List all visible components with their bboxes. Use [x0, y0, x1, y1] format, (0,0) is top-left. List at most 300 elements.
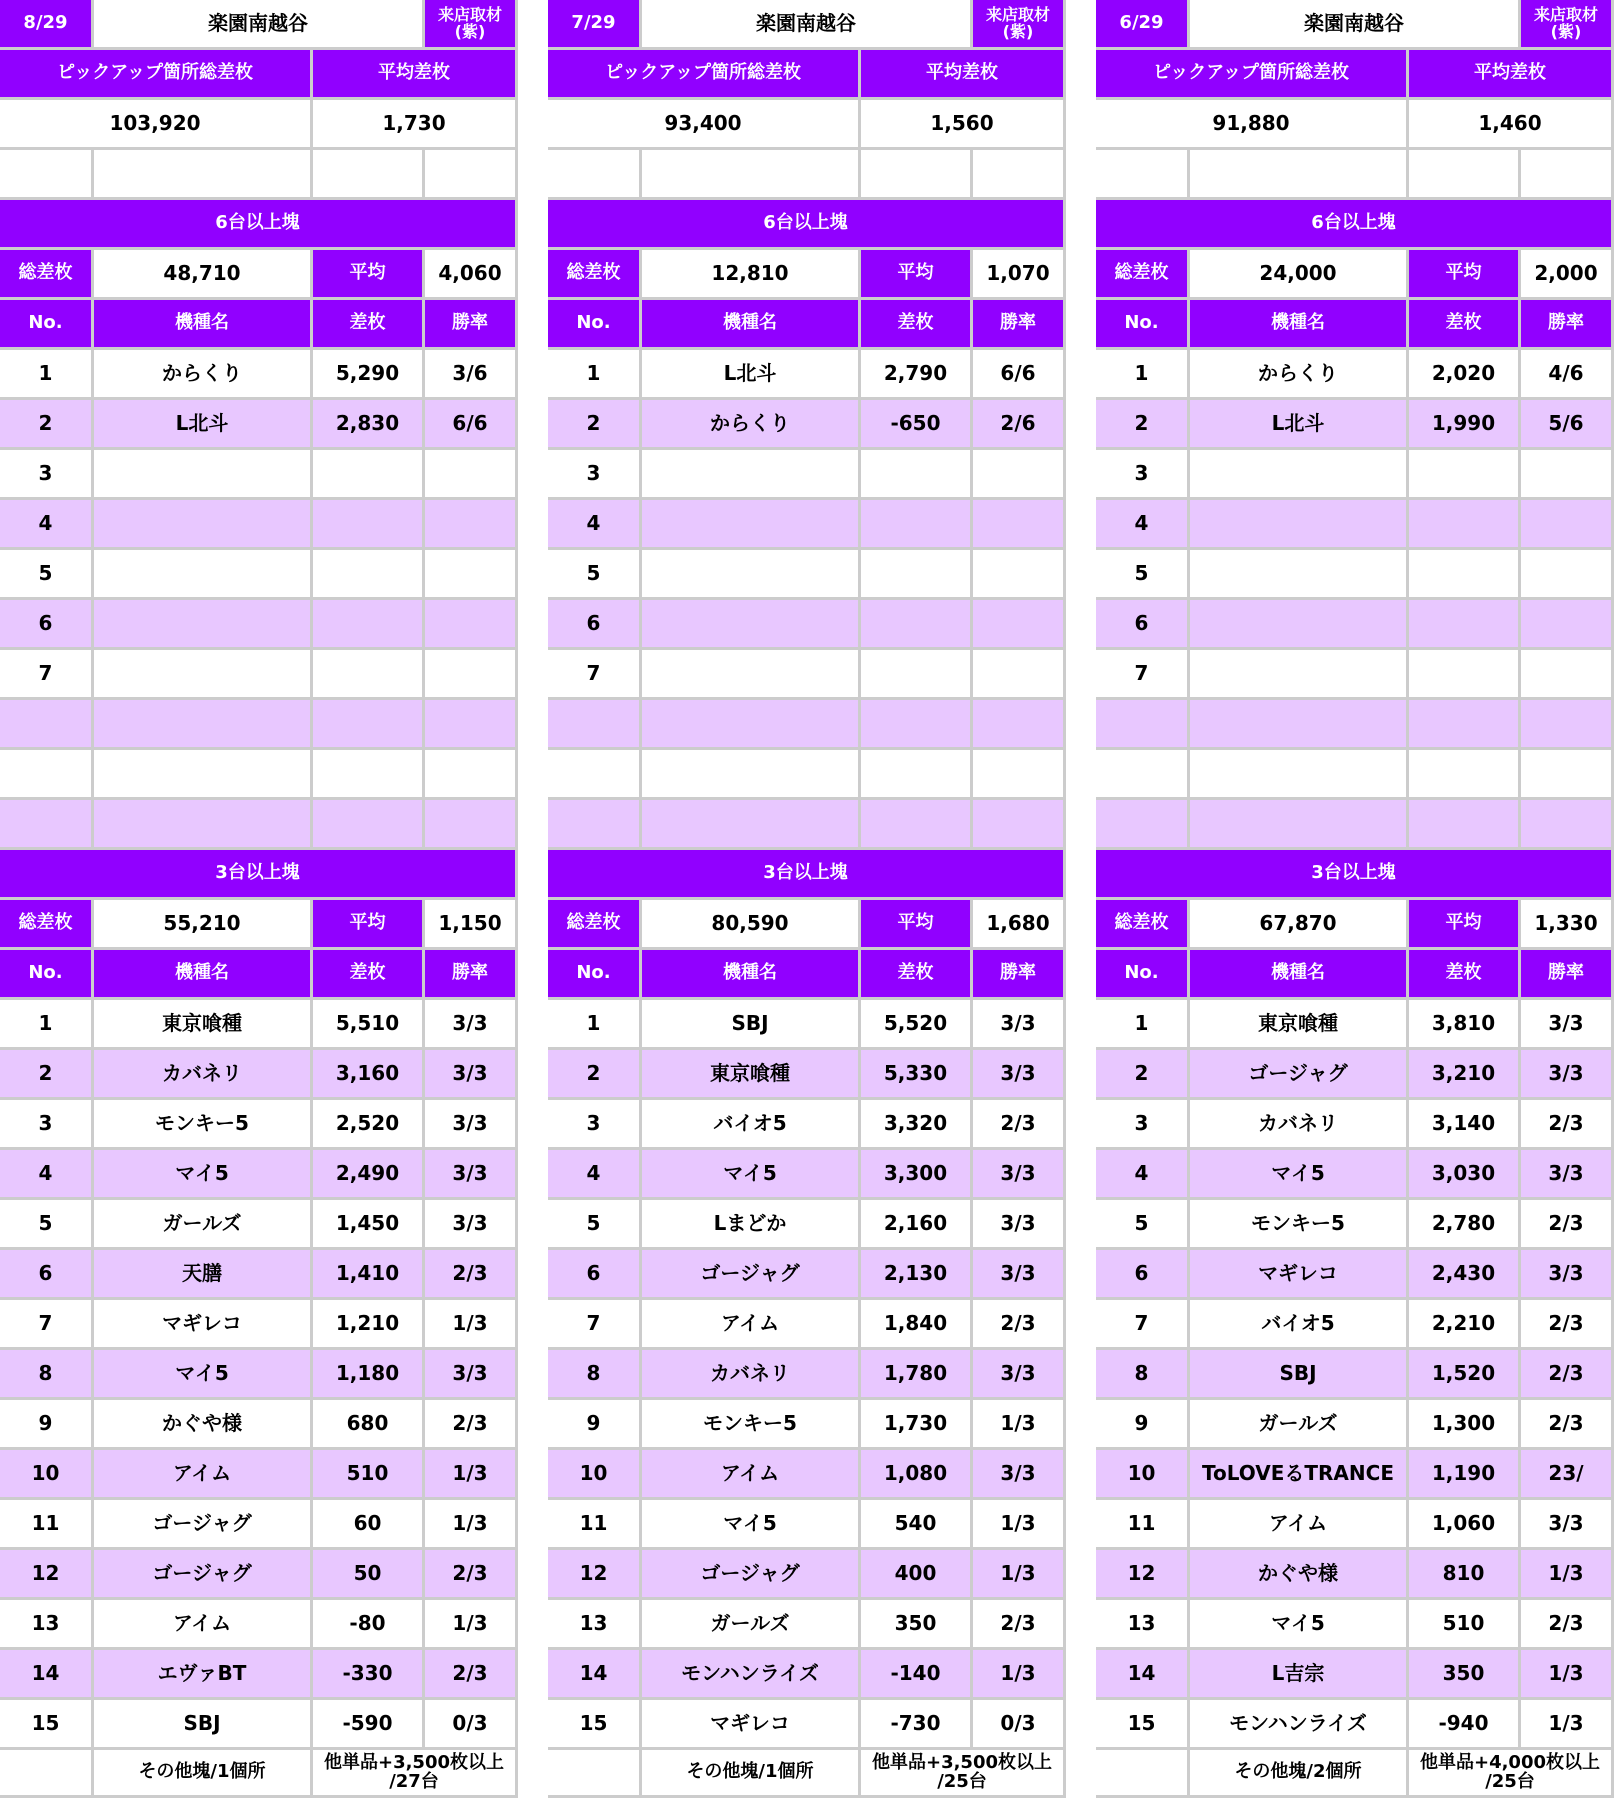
- row-no: 10: [0, 1450, 94, 1500]
- row-machine-name: モンキー5: [642, 1400, 861, 1450]
- row-no: 3: [548, 1100, 642, 1150]
- row-rate: 3/3: [425, 1000, 518, 1050]
- row-diff: -650: [861, 400, 973, 450]
- row-rate: 2/3: [1521, 1100, 1614, 1150]
- row-no: 11: [1096, 1500, 1190, 1550]
- row-no: 2: [0, 400, 94, 450]
- row-no: 14: [1096, 1650, 1190, 1700]
- row-machine-name: マイ5: [94, 1150, 313, 1200]
- row-diff: 1,300: [1409, 1400, 1521, 1450]
- row-diff: 2,430: [1409, 1250, 1521, 1300]
- col-header-machine: 機種名: [1190, 950, 1409, 1000]
- row-rate: [1521, 550, 1614, 600]
- row-rate: 1/3: [1521, 1650, 1614, 1700]
- row-machine-name: ガールズ: [94, 1200, 313, 1250]
- row-diff: 2,130: [861, 1250, 973, 1300]
- row-diff: 3,320: [861, 1100, 973, 1150]
- footer-extra-line1: 他単品+4,000枚以上: [1419, 1751, 1601, 1773]
- row-machine-name: モンキー5: [94, 1100, 313, 1150]
- row-no: 7: [0, 1300, 94, 1350]
- row-no: 5: [1096, 1200, 1190, 1250]
- row-diff: [861, 700, 973, 750]
- blank-cell: [1521, 150, 1614, 200]
- row-no: 3: [0, 450, 94, 500]
- row-no: [548, 750, 642, 800]
- row-no: 6: [548, 1250, 642, 1300]
- row-machine-name: [642, 800, 861, 850]
- total-label: 総差枚: [1096, 250, 1190, 300]
- row-no: 12: [0, 1550, 94, 1600]
- row-machine-name: L北斗: [1190, 400, 1409, 450]
- pickup-total-value: 91,880: [1096, 100, 1409, 150]
- row-rate: [425, 600, 518, 650]
- row-no: 3: [548, 450, 642, 500]
- row-no: 13: [1096, 1600, 1190, 1650]
- row-machine-name: ガールズ: [1190, 1400, 1409, 1450]
- pickup-total-label: ピックアップ箇所総差枚: [1096, 50, 1409, 100]
- blank-cell: [861, 150, 973, 200]
- row-diff: 1,840: [861, 1300, 973, 1350]
- row-machine-name: L吉宗: [1190, 1650, 1409, 1700]
- row-no: 6: [1096, 600, 1190, 650]
- row-machine-name: [642, 650, 861, 700]
- row-no: 6: [1096, 1250, 1190, 1300]
- row-machine-name: ゴージャグ: [94, 1500, 313, 1550]
- pickup-avg-value: 1,460: [1409, 100, 1614, 150]
- footer-extra: [1409, 1750, 1614, 1798]
- row-diff: 3,160: [313, 1050, 425, 1100]
- row-no: 10: [1096, 1450, 1190, 1500]
- source-line1: 来店取材: [1533, 4, 1598, 24]
- row-machine-name: バイオ5: [642, 1100, 861, 1150]
- total-label: 総差枚: [548, 250, 642, 300]
- row-diff: [313, 600, 425, 650]
- footer-other: その他塊/1個所: [642, 1750, 861, 1798]
- row-no: 7: [1096, 1300, 1190, 1350]
- row-no: [1096, 700, 1190, 750]
- group6-title: 6台以上塊: [1096, 200, 1614, 250]
- row-diff: 810: [1409, 1550, 1521, 1600]
- row-machine-name: SBJ: [1190, 1350, 1409, 1400]
- row-machine-name: ゴージャグ: [642, 1250, 861, 1300]
- row-no: 14: [0, 1650, 94, 1700]
- row-rate: 3/3: [425, 1050, 518, 1100]
- row-rate: 2/3: [973, 1600, 1066, 1650]
- row-diff: 2,210: [1409, 1300, 1521, 1350]
- row-machine-name: カバネリ: [1190, 1100, 1409, 1150]
- row-diff: 1,190: [1409, 1450, 1521, 1500]
- row-no: 2: [548, 1050, 642, 1100]
- row-rate: [973, 600, 1066, 650]
- row-machine-name: モンハンライズ: [642, 1650, 861, 1700]
- row-rate: [973, 800, 1066, 850]
- row-rate: [425, 550, 518, 600]
- avg-label: 平均: [1409, 250, 1521, 300]
- row-no: 8: [1096, 1350, 1190, 1400]
- col-header-diff: 差枚: [1409, 950, 1521, 1000]
- row-diff: 1,210: [313, 1300, 425, 1350]
- row-no: 7: [548, 650, 642, 700]
- row-rate: 2/3: [425, 1400, 518, 1450]
- row-machine-name: [1190, 750, 1409, 800]
- row-rate: 3/3: [973, 1150, 1066, 1200]
- row-rate: 1/3: [1521, 1700, 1614, 1750]
- row-no: [1096, 800, 1190, 850]
- pickup-total-value: 103,920: [0, 100, 313, 150]
- row-machine-name: [94, 450, 313, 500]
- panel-gap: [518, 0, 548, 1798]
- row-machine-name: [94, 800, 313, 850]
- row-machine-name: [94, 500, 313, 550]
- row-no: 3: [1096, 1100, 1190, 1150]
- row-diff: [1409, 800, 1521, 850]
- row-rate: [425, 500, 518, 550]
- row-diff: 350: [861, 1600, 973, 1650]
- row-rate: 3/6: [425, 350, 518, 400]
- row-machine-name: [1190, 450, 1409, 500]
- row-rate: 2/3: [425, 1650, 518, 1700]
- pickup-avg-value: 1,560: [861, 100, 1066, 150]
- row-no: 1: [0, 350, 94, 400]
- row-no: [0, 750, 94, 800]
- row-machine-name: [642, 750, 861, 800]
- date-cell: 6/29: [1096, 0, 1190, 50]
- avg-value: 1,680: [973, 900, 1066, 950]
- row-rate: 1/3: [425, 1450, 518, 1500]
- pickup-total-label: ピックアップ箇所総差枚: [548, 50, 861, 100]
- row-machine-name: かぐや様: [1190, 1550, 1409, 1600]
- footer-extra-line2: /27台: [389, 1770, 439, 1792]
- row-rate: 2/3: [1521, 1200, 1614, 1250]
- row-rate: [425, 800, 518, 850]
- store-name: 楽園南越谷: [94, 0, 425, 50]
- avg-value: 1,150: [425, 900, 518, 950]
- row-rate: 2/3: [973, 1300, 1066, 1350]
- row-machine-name: 天膳: [94, 1250, 313, 1300]
- blank-cell: [1190, 150, 1409, 200]
- row-rate: [1521, 800, 1614, 850]
- row-machine-name: マイ5: [94, 1350, 313, 1400]
- row-no: [1096, 750, 1190, 800]
- row-rate: 4/6: [1521, 350, 1614, 400]
- row-diff: [861, 500, 973, 550]
- row-machine-name: [1190, 650, 1409, 700]
- total-label: 総差枚: [0, 900, 94, 950]
- row-no: 11: [0, 1500, 94, 1550]
- row-rate: [1521, 450, 1614, 500]
- row-rate: [973, 700, 1066, 750]
- row-rate: 2/3: [1521, 1300, 1614, 1350]
- row-rate: 3/3: [425, 1200, 518, 1250]
- row-rate: 3/3: [973, 1350, 1066, 1400]
- row-diff: [313, 450, 425, 500]
- row-diff: [861, 650, 973, 700]
- row-no: 4: [0, 500, 94, 550]
- total-value: 67,870: [1190, 900, 1409, 950]
- row-rate: 3/3: [1521, 1250, 1614, 1300]
- row-rate: 1/3: [973, 1650, 1066, 1700]
- row-no: [548, 800, 642, 850]
- avg-label: 平均: [861, 900, 973, 950]
- row-no: 2: [1096, 1050, 1190, 1100]
- row-diff: 1,450: [313, 1200, 425, 1250]
- row-rate: 3/3: [1521, 1050, 1614, 1100]
- row-rate: [1521, 700, 1614, 750]
- source-line1: 来店取材: [985, 4, 1050, 24]
- row-machine-name: [1190, 550, 1409, 600]
- col-header-rate: 勝率: [1521, 950, 1614, 1000]
- row-no: 9: [548, 1400, 642, 1450]
- row-rate: 2/3: [973, 1100, 1066, 1150]
- source-cell: [425, 0, 518, 50]
- row-no: 5: [1096, 550, 1190, 600]
- footer-other: その他塊/2個所: [1190, 1750, 1409, 1798]
- row-machine-name: Lまどか: [642, 1200, 861, 1250]
- row-no: 9: [0, 1400, 94, 1450]
- row-rate: [425, 450, 518, 500]
- date-cell: 7/29: [548, 0, 642, 50]
- col-header-no: No.: [548, 950, 642, 1000]
- row-diff: 3,210: [1409, 1050, 1521, 1100]
- source-line2: (紫): [1002, 21, 1034, 41]
- row-machine-name: マイ5: [1190, 1150, 1409, 1200]
- row-machine-name: [642, 700, 861, 750]
- col-header-diff: 差枚: [861, 300, 973, 350]
- row-machine-name: ガールズ: [642, 1600, 861, 1650]
- row-rate: 1/3: [1521, 1550, 1614, 1600]
- footer-blank: [0, 1750, 94, 1798]
- row-rate: 1/3: [425, 1500, 518, 1550]
- row-no: 4: [1096, 1150, 1190, 1200]
- row-diff: 1,180: [313, 1350, 425, 1400]
- row-diff: [313, 750, 425, 800]
- row-diff: 50: [313, 1550, 425, 1600]
- row-no: 5: [0, 550, 94, 600]
- total-value: 48,710: [94, 250, 313, 300]
- row-no: 10: [548, 1450, 642, 1500]
- row-diff: [1409, 750, 1521, 800]
- row-no: 8: [548, 1350, 642, 1400]
- row-machine-name: [642, 600, 861, 650]
- row-machine-name: かぐや様: [94, 1400, 313, 1450]
- row-machine-name: [642, 450, 861, 500]
- row-machine-name: [1190, 600, 1409, 650]
- row-machine-name: バイオ5: [1190, 1300, 1409, 1350]
- row-rate: 5/6: [1521, 400, 1614, 450]
- row-machine-name: マギレコ: [94, 1300, 313, 1350]
- row-rate: 1/3: [425, 1600, 518, 1650]
- row-no: 4: [548, 500, 642, 550]
- row-no: 5: [548, 1200, 642, 1250]
- row-no: [548, 700, 642, 750]
- col-header-rate: 勝率: [425, 950, 518, 1000]
- col-header-machine: 機種名: [1190, 300, 1409, 350]
- row-machine-name: エヴァBT: [94, 1650, 313, 1700]
- row-no: 12: [548, 1550, 642, 1600]
- row-rate: 3/3: [1521, 1000, 1614, 1050]
- date-cell: 8/29: [0, 0, 94, 50]
- row-diff: [313, 650, 425, 700]
- row-rate: 2/6: [973, 400, 1066, 450]
- row-diff: 1,080: [861, 1450, 973, 1500]
- row-machine-name: アイム: [94, 1600, 313, 1650]
- row-no: 4: [0, 1150, 94, 1200]
- blank-cell: [0, 150, 94, 200]
- row-rate: 3/3: [973, 1000, 1066, 1050]
- row-machine-name: からくり: [642, 400, 861, 450]
- row-no: 11: [548, 1500, 642, 1550]
- row-diff: [1409, 550, 1521, 600]
- row-machine-name: [94, 550, 313, 600]
- row-machine-name: L北斗: [94, 400, 313, 450]
- row-rate: 6/6: [973, 350, 1066, 400]
- row-rate: 3/3: [973, 1050, 1066, 1100]
- row-rate: 23/: [1521, 1450, 1614, 1500]
- row-machine-name: マイ5: [642, 1500, 861, 1550]
- row-machine-name: [1190, 800, 1409, 850]
- row-diff: 510: [1409, 1600, 1521, 1650]
- blank-cell: [973, 150, 1066, 200]
- row-rate: 3/3: [425, 1350, 518, 1400]
- row-rate: 0/3: [973, 1700, 1066, 1750]
- row-diff: -590: [313, 1700, 425, 1750]
- row-machine-name: カバネリ: [94, 1050, 313, 1100]
- store-name: 楽園南越谷: [1190, 0, 1521, 50]
- row-diff: -940: [1409, 1700, 1521, 1750]
- panel-2: [1096, 0, 1614, 1798]
- row-diff: [1409, 450, 1521, 500]
- row-diff: 1,060: [1409, 1500, 1521, 1550]
- footer-extra-line2: /25台: [937, 1770, 987, 1792]
- row-no: 4: [548, 1150, 642, 1200]
- row-rate: 2/3: [1521, 1400, 1614, 1450]
- total-label: 総差枚: [0, 250, 94, 300]
- row-no: 13: [548, 1600, 642, 1650]
- row-machine-name: マギレコ: [642, 1700, 861, 1750]
- row-diff: [861, 550, 973, 600]
- row-machine-name: ゴージャグ: [94, 1550, 313, 1600]
- avg-value: 1,330: [1521, 900, 1614, 950]
- col-header-diff: 差枚: [313, 300, 425, 350]
- col-header-no: No.: [0, 300, 94, 350]
- group3-title: 3台以上塊: [0, 850, 518, 900]
- row-diff: -80: [313, 1600, 425, 1650]
- row-no: 7: [0, 650, 94, 700]
- pickup-total-value: 93,400: [548, 100, 861, 150]
- source-line2: (紫): [454, 21, 486, 41]
- row-rate: [973, 550, 1066, 600]
- row-diff: 2,790: [861, 350, 973, 400]
- source-line1: 来店取材: [437, 4, 502, 24]
- col-header-diff: 差枚: [1409, 300, 1521, 350]
- row-no: 1: [548, 350, 642, 400]
- col-header-machine: 機種名: [94, 300, 313, 350]
- group3-title: 3台以上塊: [548, 850, 1066, 900]
- row-machine-name: モンハンライズ: [1190, 1700, 1409, 1750]
- blank-cell: [94, 150, 313, 200]
- row-machine-name: [1190, 500, 1409, 550]
- col-header-rate: 勝率: [425, 300, 518, 350]
- group6-title: 6台以上塊: [0, 200, 518, 250]
- group3-title: 3台以上塊: [1096, 850, 1614, 900]
- source-line2: (紫): [1550, 21, 1582, 41]
- row-machine-name: アイム: [642, 1300, 861, 1350]
- row-machine-name: マイ5: [642, 1150, 861, 1200]
- row-rate: [973, 650, 1066, 700]
- col-header-machine: 機種名: [642, 950, 861, 1000]
- col-header-rate: 勝率: [973, 950, 1066, 1000]
- pickup-avg-label: 平均差枚: [1409, 50, 1614, 100]
- row-diff: [861, 750, 973, 800]
- col-header-no: No.: [0, 950, 94, 1000]
- row-diff: [313, 800, 425, 850]
- row-diff: [1409, 650, 1521, 700]
- row-no: 15: [548, 1700, 642, 1750]
- row-machine-name: マイ5: [1190, 1600, 1409, 1650]
- row-no: 15: [0, 1700, 94, 1750]
- row-diff: -730: [861, 1700, 973, 1750]
- row-diff: 5,510: [313, 1000, 425, 1050]
- blank-cell: [642, 150, 861, 200]
- row-diff: [1409, 600, 1521, 650]
- row-machine-name: SBJ: [94, 1700, 313, 1750]
- avg-label: 平均: [861, 250, 973, 300]
- row-diff: 2,830: [313, 400, 425, 450]
- row-machine-name: [642, 550, 861, 600]
- footer-blank: [548, 1750, 642, 1798]
- row-machine-name: モンキー5: [1190, 1200, 1409, 1250]
- row-machine-name: アイム: [1190, 1500, 1409, 1550]
- row-no: 7: [548, 1300, 642, 1350]
- footer-extra: [313, 1750, 518, 1798]
- row-diff: [313, 500, 425, 550]
- row-diff: 680: [313, 1400, 425, 1450]
- row-diff: -140: [861, 1650, 973, 1700]
- row-diff: 2,020: [1409, 350, 1521, 400]
- row-no: 1: [0, 1000, 94, 1050]
- row-rate: [1521, 500, 1614, 550]
- avg-value: 1,070: [973, 250, 1066, 300]
- row-diff: [313, 550, 425, 600]
- row-diff: 2,160: [861, 1200, 973, 1250]
- total-value: 12,810: [642, 250, 861, 300]
- row-no: [0, 700, 94, 750]
- row-diff: [861, 800, 973, 850]
- row-machine-name: カバネリ: [642, 1350, 861, 1400]
- col-header-rate: 勝率: [973, 300, 1066, 350]
- row-diff: [1409, 700, 1521, 750]
- row-rate: [425, 750, 518, 800]
- group6-title: 6台以上塊: [548, 200, 1066, 250]
- row-no: 1: [548, 1000, 642, 1050]
- source-cell: [973, 0, 1066, 50]
- row-diff: 1,780: [861, 1350, 973, 1400]
- row-rate: [973, 750, 1066, 800]
- row-diff: 510: [313, 1450, 425, 1500]
- row-rate: [425, 650, 518, 700]
- row-machine-name: アイム: [642, 1450, 861, 1500]
- col-header-no: No.: [548, 300, 642, 350]
- blank-cell: [313, 150, 425, 200]
- panel-0: [0, 0, 518, 1798]
- col-header-machine: 機種名: [94, 950, 313, 1000]
- blank-cell: [1096, 150, 1190, 200]
- row-rate: 1/3: [973, 1500, 1066, 1550]
- row-rate: 3/3: [425, 1150, 518, 1200]
- row-rate: 2/3: [425, 1250, 518, 1300]
- row-no: 12: [1096, 1550, 1190, 1600]
- col-header-machine: 機種名: [642, 300, 861, 350]
